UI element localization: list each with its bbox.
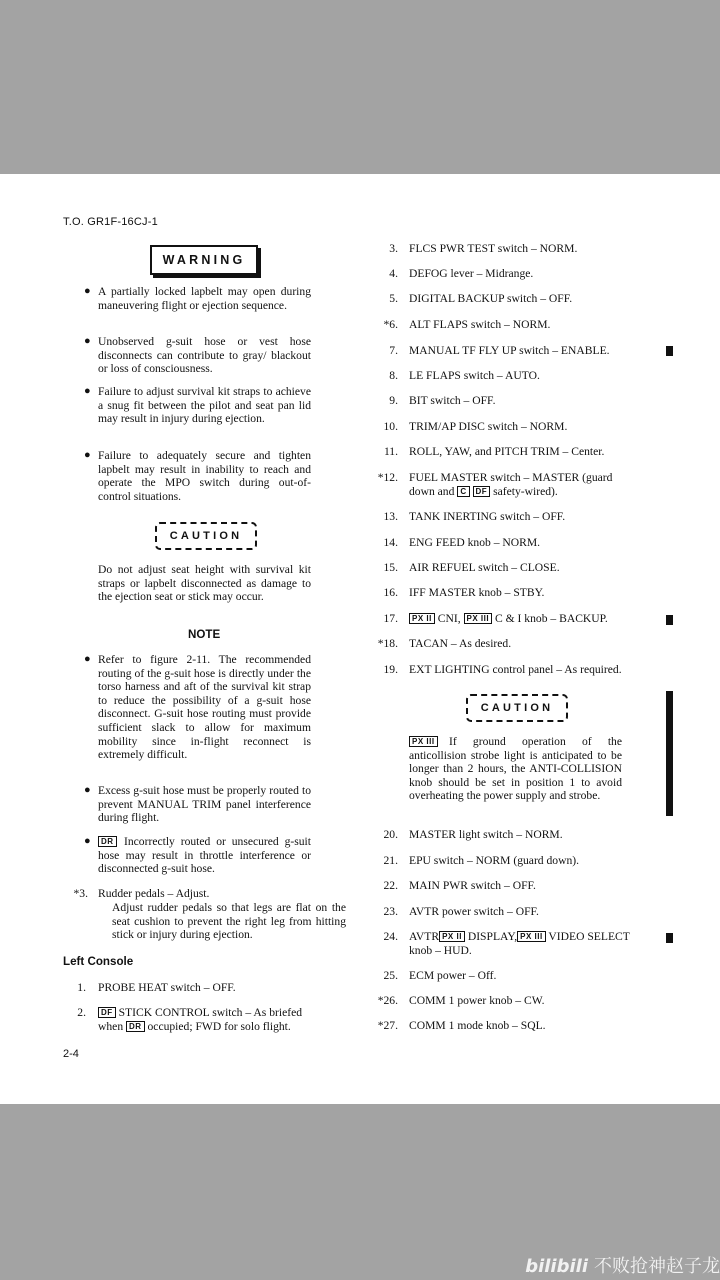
step-text: AVTR power switch – OFF. bbox=[409, 905, 539, 918]
document-header: T.O. GR1F-16CJ-1 bbox=[63, 216, 158, 228]
step-text: TANK INERTING switch – OFF. bbox=[409, 510, 566, 523]
step-number: 20. bbox=[383, 828, 398, 841]
step-text: ALT FLAPS switch – NORM. bbox=[409, 318, 551, 331]
warning-item: Failure to adequately secure and tighten lapbelt may result in inability to reach and operate the MPO switch during out-of-control situations. bbox=[98, 449, 311, 503]
step-text: MANUAL TF FLY UP switch – ENABLE. bbox=[409, 344, 610, 357]
step-text: ENG FEED knob – NORM. bbox=[409, 536, 541, 549]
step-text: TACAN – As desired. bbox=[409, 637, 512, 650]
step-number: 1. bbox=[77, 981, 86, 994]
step-number: 23. bbox=[383, 905, 398, 918]
note-item: Excess g-suit hose must be properly routed to prevent MANUAL TRIM panel interference during flight. bbox=[98, 784, 311, 825]
bullet-icon: ● bbox=[84, 784, 91, 796]
caution-text: If ground operation of the anticollision strobe light is anticipated to be longer than 2 hours, the ANTI-COLLISION knob should be set in position 1 to avoid overheating the power supply and strobe. bbox=[409, 735, 622, 803]
caution-box: CAUTION bbox=[155, 522, 257, 550]
bilibili-logo: bilibili bbox=[525, 1256, 588, 1277]
step-number: 11. bbox=[383, 445, 398, 458]
step-number: *12. bbox=[377, 471, 398, 484]
bullet-icon: ● bbox=[84, 835, 91, 847]
step-number: 3. bbox=[389, 242, 398, 255]
bullet-icon: ● bbox=[84, 653, 91, 665]
caution-text: Do not adjust seat height with survival kit straps or lapbelt disconnected as damage to the ejection seat or stick may occur. bbox=[98, 563, 311, 604]
note-item: Incorrectly routed or unsecured g-suit hose may result in throttle interference or disconnected g-suit hose. bbox=[98, 835, 311, 876]
step-text: EXT LIGHTING control panel – As required. bbox=[409, 663, 622, 676]
px3-badge: PX III bbox=[464, 613, 493, 624]
step-text: COMM 1 power knob – CW. bbox=[409, 994, 545, 1007]
px3-badge: PX III bbox=[409, 736, 438, 747]
warning-item: Failure to adjust survival kit straps to achieve a snug fit between the pilot and seat pan lid may result in injury during ejection. bbox=[98, 385, 311, 426]
note-heading: NOTE bbox=[188, 628, 221, 641]
step-number: 14. bbox=[383, 536, 398, 549]
step-text: EPU switch – NORM (guard down). bbox=[409, 854, 580, 867]
step-text: PROBE HEAT switch – OFF. bbox=[98, 981, 236, 994]
step-number: 13. bbox=[383, 510, 398, 523]
step-text: DEFOG lever – Midrange. bbox=[409, 267, 534, 280]
step-text: AIR REFUEL switch – CLOSE. bbox=[409, 561, 560, 574]
step-number: 24. bbox=[383, 930, 398, 943]
step-text-line2 bbox=[409, 485, 558, 499]
step-text bbox=[409, 930, 630, 944]
warning-item: A partially locked lapbelt may open during maneuvering flight or ejection sequence. bbox=[98, 285, 311, 312]
step-subtext: Adjust rudder pedals so that legs are flat on the seat cushion to prevent the right leg from hitting stick or injury during ejection. bbox=[112, 901, 346, 942]
bullet-icon: ● bbox=[84, 449, 91, 461]
step-number: *27. bbox=[377, 1019, 398, 1032]
df-badge: DF bbox=[473, 486, 491, 497]
manual-page bbox=[0, 174, 720, 1104]
df-badge: DF bbox=[98, 1007, 116, 1018]
dr-badge: DR bbox=[126, 1021, 145, 1032]
step-text-b: VIDEO SELECT bbox=[548, 930, 630, 943]
left-console-heading: Left Console bbox=[63, 955, 134, 968]
caution-box: CAUTION bbox=[466, 694, 568, 722]
step-text-a: DISPLAY, bbox=[467, 930, 518, 943]
step-text bbox=[98, 1006, 348, 1020]
px2-badge: PX II bbox=[439, 931, 465, 942]
step-number: 10. bbox=[383, 420, 398, 433]
step-text bbox=[409, 612, 608, 626]
step-number: 19. bbox=[383, 663, 398, 676]
step-text: FUEL MASTER switch – MASTER (guard bbox=[409, 471, 613, 484]
watermark-text: 不败抢神赵子龙 bbox=[594, 1256, 720, 1277]
step-number: *26. bbox=[377, 994, 398, 1007]
top-gray-band bbox=[0, 0, 720, 174]
step-number: 8. bbox=[389, 369, 398, 382]
step-text: MAIN PWR switch – OFF. bbox=[409, 879, 536, 892]
step-number: *3. bbox=[73, 887, 88, 900]
step-text-line2: knob – HUD. bbox=[409, 944, 472, 957]
watermark bbox=[525, 1252, 720, 1278]
note-item: Refer to figure 2-11. The recommended routing of the g-suit hose is directly under the torso harness and aft of the survival kit strap to reduce the possibility of a g-suit hose disconnect. G-suit hose routing must provide sufficient slack to allow for maximum mobility since in-flight reconnect is extremely difficult. bbox=[98, 653, 311, 762]
step-text-line1: STICK CONTROL switch – As briefed bbox=[118, 1006, 303, 1019]
px3-badge: PX III bbox=[517, 931, 546, 942]
bullet-icon: ● bbox=[84, 385, 91, 397]
warning-item: Unobserved g-suit hose or vest hose disconnects can contribute to gray/ blackout or loss of consciousness. bbox=[98, 335, 311, 376]
step-number: 15. bbox=[383, 561, 398, 574]
step-number: 16. bbox=[383, 586, 398, 599]
step-text-pre: when bbox=[98, 1020, 124, 1033]
step-number: 22. bbox=[383, 879, 398, 892]
step-number: *6. bbox=[383, 318, 398, 331]
c-badge: C bbox=[457, 486, 469, 497]
step-text-pre: down and bbox=[409, 485, 455, 498]
step-text-line2 bbox=[98, 1020, 291, 1034]
step-number: 9. bbox=[389, 394, 398, 407]
step-text-post: occupied; FWD for solo flight. bbox=[147, 1020, 291, 1033]
step-text: DIGITAL BACKUP switch – OFF. bbox=[409, 292, 573, 305]
warning-box: WARNING bbox=[150, 245, 258, 275]
step-text: LE FLAPS switch – AUTO. bbox=[409, 369, 540, 382]
step-number: 17. bbox=[383, 612, 398, 625]
change-bar bbox=[666, 615, 673, 625]
step-text: COMM 1 mode knob – SQL. bbox=[409, 1019, 546, 1032]
step-text-b: C & I knob – BACKUP. bbox=[495, 612, 608, 625]
change-bar bbox=[666, 691, 673, 816]
step-number: 25. bbox=[383, 969, 398, 982]
step-text: Rudder pedals – Adjust. bbox=[98, 887, 210, 900]
change-bar bbox=[666, 346, 673, 356]
step-number: 2. bbox=[77, 1006, 86, 1019]
step-text: ROLL, YAW, and PITCH TRIM – Center. bbox=[409, 445, 605, 458]
step-text: ECM power – Off. bbox=[409, 969, 497, 982]
px2-badge: PX II bbox=[409, 613, 435, 624]
page-number: 2-4 bbox=[63, 1048, 79, 1060]
step-text: TRIM/AP DISC switch – NORM. bbox=[409, 420, 568, 433]
bullet-icon: ● bbox=[84, 335, 91, 347]
step-text: IFF MASTER knob – STBY. bbox=[409, 586, 545, 599]
step-number: 21. bbox=[383, 854, 398, 867]
step-number: *18. bbox=[377, 637, 398, 650]
step-number: 4. bbox=[389, 267, 398, 280]
change-bar bbox=[666, 933, 673, 943]
step-text-a: CNI, bbox=[437, 612, 461, 625]
dr-badge: DR bbox=[98, 836, 117, 847]
step-text: BIT switch – OFF. bbox=[409, 394, 496, 407]
step-number: 7. bbox=[389, 344, 398, 357]
step-number: 5. bbox=[389, 292, 398, 305]
step-text: MASTER light switch – NORM. bbox=[409, 828, 563, 841]
bullet-icon: ● bbox=[84, 285, 91, 297]
step-text-post: safety-wired). bbox=[493, 485, 558, 498]
step-text-pre: AVTR bbox=[409, 930, 440, 943]
step-text: FLCS PWR TEST switch – NORM. bbox=[409, 242, 578, 255]
